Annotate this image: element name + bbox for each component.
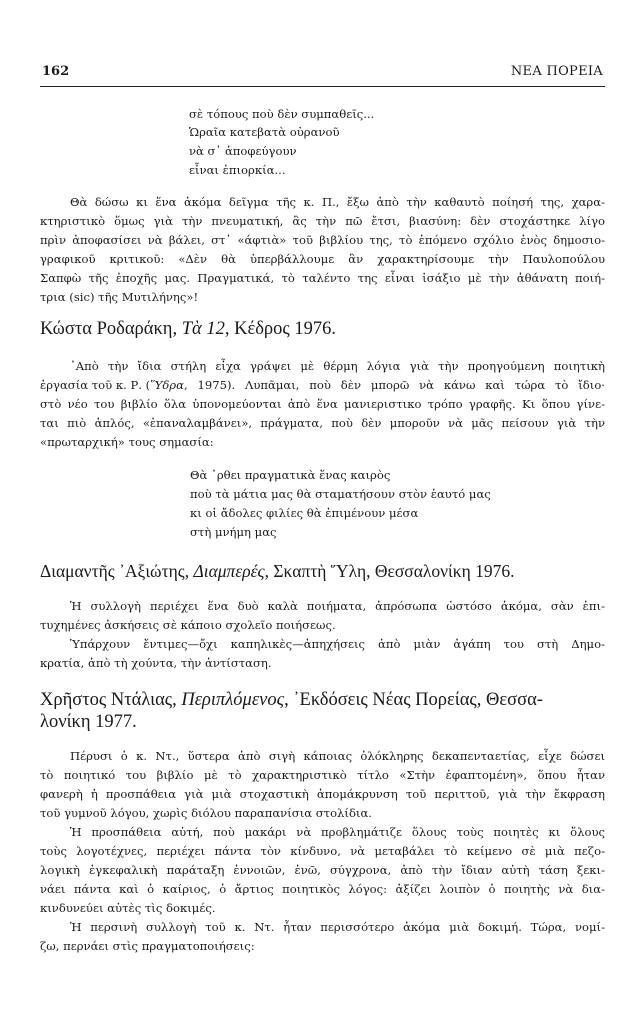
text-line: Σαπφὼ τῆς ἐποχῆς μας. Πραγματικά, τὸ ταλέντο της εἶναι ἰσάξιο μὲ τὴν ἀθάνατη ποιή- [40,271,605,285]
verse-line: σὲ τόπους ποὺ δὲν συμπαθεῖς... [189,107,375,121]
text-line: λογικὴ ἐγκεφαλικὴ παράταξη ἐννοιῶν, ἐνῶ, σύγχρονα, ἀπὸ τὴν ἴδιαν αὐτὴ τάση ξεκι- [40,863,605,877]
heading-publisher: , ᾽Εκδόσεις Νέας Πορείας, Θεσσα- [284,690,543,710]
heading-line [40,689,605,711]
text-line: Ἡ περσινὴ συλλογὴ τοῦ κ. Ντ. ἦταν περισσότερο ἀκόμα μιὰ δοκιμή. Τώρα, νομί- [70,920,605,934]
section-heading-1 [40,318,336,340]
text-line: ζω, περνάει στὶς πραγματοποιήσεις: [40,939,255,953]
text-line: Ἡ προσπάθεια αὐτή, ποὺ μακάρι νὰ προβλημάτιζε ὅλους τοὺς ποιητὲς κι ὅλους [70,825,605,839]
text-line: τυχημένες ἀσκήσεις σὲ κάποιο σχολεῖο ποιήσεως. [40,618,336,632]
text-line: Πέρυσι ὁ κ. Ντ., ὕστερα ἀπὸ σιγὴ κάποιας ὁλόκληρης δεκαπενταετίας, εἶχε δώσει [70,749,605,763]
text-line: τοῦ γυμνοῦ λόγου, χωρὶς διόλου παραπανίσια στολίδια. [40,806,372,820]
section-heading-2 [40,560,514,582]
heading-author: Χρῆστος Ντάλιας, [40,690,182,710]
text-line: Ὑπάρχουν ἔντιμες—ὄχι καπηλικὲς—ἀπηχήσεις ἀπὸ μιὰν ἀγάπη του στὴ Δημο- [70,637,605,651]
running-title: ΝΕΑ ΠΟΡΕΙΑ [510,64,603,79]
text-line: ται πιὸ ἁπλός, «ἐπαναλαμβάνει», πράγματα, ποὺ δὲν μποροῦν νὰ μᾶς πείσουν γιὰ τὴν [40,416,605,430]
heading-author: Κώστα Ροδαράκη, [40,319,182,339]
text-line: νάει πάντα καὶ ὁ καίριος, ὁ ἄρτιος ποιητικὸς λόγος: ἀξίζει λοιπὸν ὁ ποιητὴς νὰ δια- [40,882,605,896]
verse-line: Ὡραῖα κατεβατὰ οὐρανοῦ [189,125,340,139]
text-line [40,377,605,393]
text-line: στὸ νέο του βιβλίο ὅλα ὑπονομεύονται ἀπὸ ἕνα μανιεριστικο τρόπο γραφῆς. Κι ὅπου γίνε- [40,397,605,411]
heading-publisher: , Κέδρος 1976. [224,319,336,339]
text-line: φανερὴ ἡ προσπάθεια γιὰ μιὰ στοχαστικὴ ἀπομάκρυνση τοῦ περιττοῦ, γιὰ τὴν ἔκφραση [40,787,605,801]
verse-line: νὰ σ᾽ ἀποφεύγουν [189,144,297,158]
text-line: Θὰ δώσω κι ἕνα ἀκόμα δεῖγμα τῆς κ. Π., ἔξω ἀπὸ τὴν καθαυτὸ ποίησή της, χαρα- [70,195,605,209]
text-line: κτηριστικὸ ὅμως γιὰ τὴν πνευματική, ἂς τὴν πῶ ἔτσι, βιασύνη: δὲν στοχάστηκε λίγο [40,214,605,228]
text-line: τὸ ποιητικό του βιβλίο μὲ τὸ χαρακτηριστικὸ τίτλο «Στὴν ἐφαπτομένη», ὅπου ἦταν [40,768,605,782]
page-number: 162 [42,64,70,79]
page-header [40,64,605,87]
text-line: κρατία, ἀπὸ τὴ χούντα, τὴν ἀντίσταση. [40,656,272,670]
text-line: «πρωταρχική» τους σημασία: [40,435,214,449]
verse-line: κι οἱ ἄδολες φιλίες θὰ ἐπιμένουν μέσα [190,506,419,520]
heading-line: λονίκη 1977. [40,712,137,732]
verse-line: εἶναι ἐπιορκία... [189,163,286,177]
text-line: γραφικοῦ κριτικοῦ: «Δὲν θὰ ὑπερβάλλουμε ἂν χαρακτηρίσουμε τὴν Παυλοπούλου [40,252,605,266]
heading-publisher: , Σκαπτὴ Ὕλη, Θεσσαλονίκη 1976. [264,561,515,581]
text-line: Ἡ συλλογὴ περιέχει ἕνα δυὸ καλὰ ποιήματα, ἀπρόσωπα ὡστόσο ἀκόμα, σὰν ἐπι- [70,599,605,613]
text-line: ᾽Απὸ τὴν ἴδια στήλη εἶχα γράψει μὲ θέρμη λόγια γιὰ τὴν προηγούμενη ποιητικὴ [70,359,605,373]
heading-author: Διαμαντῆς ᾽Αξιώτης, [40,561,194,581]
text-line: τοὺς λογοτέχνες, περιέχει πάντα τὸν κίνδυνο, νὰ μεταβάλει τὸ κείμενο σὲ μιὰ πεζο- [40,844,605,858]
text-line: τρια (sic) τῆς Μυτιλήνης»! [40,290,199,304]
text-fragment: ἐργασία τοῦ κ. Ρ. ( [40,378,151,392]
verse-line: Θὰ ᾽ρθει πραγματικὰ ἕνας καιρὸς [190,468,391,482]
verse-line: ποὺ τὰ μάτια μας θὰ σταματήσουν στὸν ἑαυτό μας [190,487,491,501]
text-fragment: , 1975). Λυπᾶμαι, ποὺ δὲν μπορῶ νὰ κάνω καὶ τώρα τὸ ἴδιο· [183,378,605,392]
verse-line: στὴ μνήμη μας [190,525,277,539]
text-line: πρὶν ἀποφασίσει νὰ βάλει, στ᾽ «άφτιὰ» τοῦ βιβλίου της, τὸ ἑπόμενο σχόλιο ἑνὸς δημοσιο- [40,233,605,247]
text-line: κινδυνεύει αὐτὲς τὶς δοκιμές. [40,901,216,915]
heading-book-title: Διαμπερές [193,561,265,581]
cited-title: Ὕδρα [150,378,184,392]
heading-book-title: Περιπλόμενος [181,690,285,710]
heading-book-title: Τὰ 12 [181,319,225,339]
